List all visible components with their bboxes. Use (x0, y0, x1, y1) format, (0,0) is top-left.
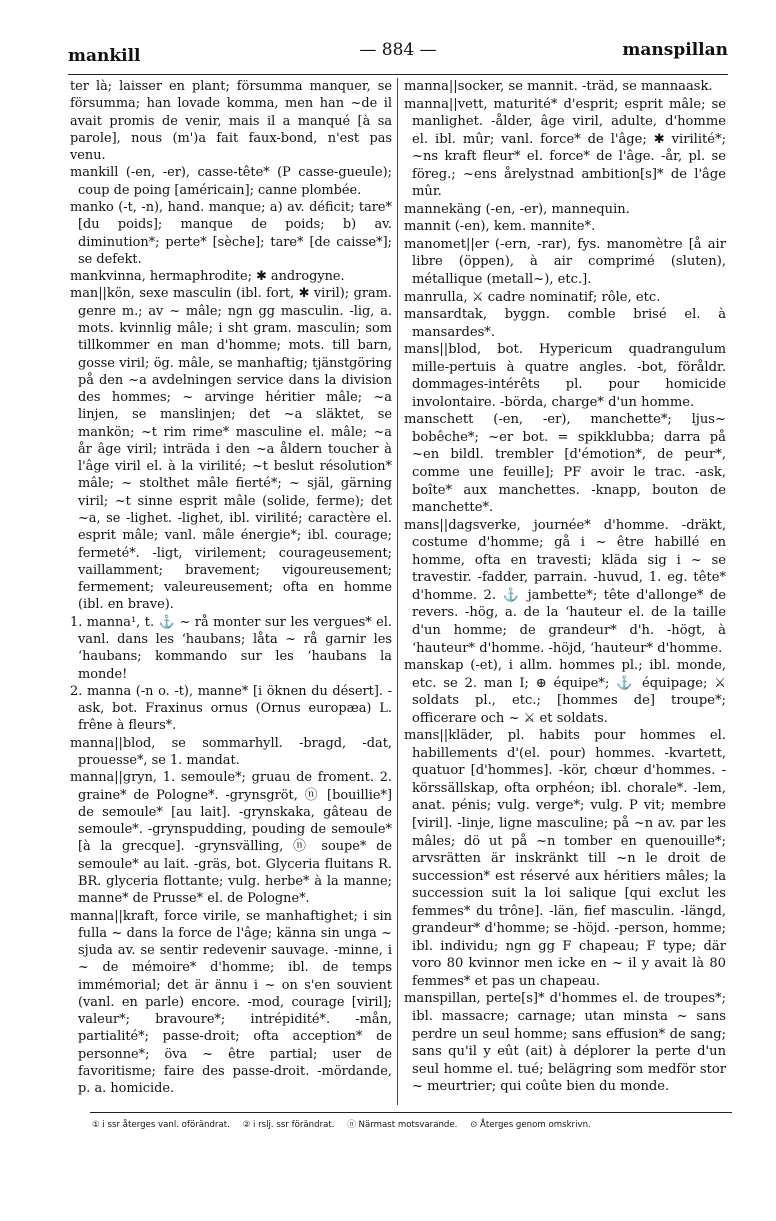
column-divider (397, 78, 398, 1105)
footer-rule (90, 1112, 732, 1113)
entry: mansardtak, byggn. comble brisé el. à mansardes*. (404, 307, 726, 340)
page-number: — 884 — (359, 40, 437, 60)
entry: manna||vett, maturité* d'esprit; esprit mâle; se manlighet. -ålder, âge viril, adulte, d'homme el. ibl. mûr; vanl. force* de l'âge; ✱ virilité*; ~ns kraft fleur* el. force* de l'âge. -år, pl. se föreg.; ~ens årelystnad ambition[s]* de l'âge mûr. (404, 96, 726, 200)
left-column (70, 78, 392, 1098)
entry: 1. manna¹, t. ⚓ ~ rå monter sur les vergues* el. vanl. dans les ʻhaubans; låta ~ rå garnir les ʻhaubans; kommando sur les ʻhaubans la monde! (70, 614, 392, 682)
entry: mankvinna, hermaphrodite; ✱ androgyne. (70, 269, 345, 285)
entry: manspillan, perte[s]* d'hommes el. de troupes*; ibl. massacre; carnage; utan minsta ~ sans perdre un seul homme; sans effusion* de sang; sans qu'il y eût (ait) à déplorer la perte d'un seul homme el. tué; belägring som medför stor ~ meurtrier; qui coûte bien du monde. (404, 991, 726, 1095)
page-header (68, 38, 728, 68)
entry: mans||blod, bot. Hypericum quadrangulum mille-pertuis à quatre angles. -bot, föråldr. dommages-intérêts pl. pour homicide involontaire. -börda, charge* d'un homme. (404, 342, 726, 410)
right-column (404, 78, 726, 1096)
entry: manna||kraft, force virile, se manhaftighet; i sin fulla ~ dans la force de l'âge; känna sin unga ~ sjuda av. se sentir redevenir sauvage. -minne, i ~ de mémoire* d'homme; ibl. de temps immémorial; det är ännu i ~ on s'en souvient (vanl. en parle) encore. -mod, courage [viril]; valeur*; bravoure*; intrépidité*. -mån, partialité*; passe-droit; ofta acception* de personne*; öva ~ être partial; user de favoritisme; faire des passe-droit. -mördande, p. a. homicide. (70, 908, 392, 1097)
entry: mans||kläder, pl. habits pour hommes el. habillements d'(el. pour) hommes. -kvartett, quatuor [d'hommes]. -kör, chœur d'hommes. -körssällskap, ofta orphéon; ibl. chorale*. -lem, anat. pénis; vulg. verge*; vulg. P vit; membre [viril]. -linje, ligne masculine; på ~n av. par les mâles; dö ut på ~n tomber en quenouille*; arvsrätten är inskränkt till ~n le droit de succession* est réservé aux héritiers mâles; la succession suit la loi salique [qui exclut les femmes* du trône]. -län, fief masculin. -längd, grandeur* d'homme; se -höjd. -person, homme; ibl. individu; ngn gg F chapeau; F type; där voro 80 kvinnor men icke en ~ il y avait là 80 femmes* et pas un chapeau. (404, 728, 726, 989)
entry: manna||blod, se sommarhyll. -bragd, -dat, prouesse*, se 1. mandat. (70, 735, 392, 768)
entry: mans||dagsverke, journée* d'homme. -dräkt, costume d'homme; gå i ~ être habillé en homme, ofta en travesti; kläda sig i ~ se travestir. -fadder, parrain. -huvud, 1. eg. tête* d'homme. 2. ⚓ jambette*; tête d'allonge* de revers. -hög, a. de la ʻhauteur el. de la taille d'un homme; de grandeur* d'h. -högt, à ʻhauteur* d'homme. -höjd, ʻhauteur* d'homme. (404, 517, 726, 656)
entry: manna||socker, se mannit. -träd, se mannaask. (404, 79, 713, 94)
entry: manrulla, ⚔ cadre nominatif; rôle, etc. (404, 289, 661, 305)
entry: ter là; laisser en plant; försumma manquer, se försumma; han lovade komma, men han ~de il avait promis de venir, mais il a manqué [à sa parole], nous (m')a fait faux-bond, n'est pas venu. (70, 79, 392, 164)
entry: mannit (-en), kem. mannite*. (404, 219, 596, 235)
footer-legend-item: ① i ssr återges vanl. oförändrat. (92, 1120, 230, 1130)
entry: man||kön, sexe masculin (ibl. fort, ✱ viril); gram. genre m.; av ~ mâle; ngn gg masculin. -lig, a. mots. kvinnlig mâle; i sht gram. masculin; som tillkommer en man d'homme; mots. till barn, gosse viril; ög. mâle, se manhaftig; tjänstgöring på den ~a avdelningen service dans la division des hommes; ~ arvinge héritier mâle; ~a linjen, se manslinjen; det ~a släktet, se mankön; ~t rim rime* masculine el. mâle; ~a år âge viril; inträda i den ~a åldern toucher à l'âge viril el. à la virilité; ~t beslut résolution* mâle; ~ stolthet mâle fierté*; ~ själ, gärning viril; ~t sinne esprit mâle (solide, ferme); det ~a, se -lighet. -lighet, ibl. virilité; caractère el. esprit mâle; vanl. mâle énergie*; ibl. courage; fermeté*. -ligt, virilement; courageusement; vaillamment; bravement; vigoureusement; fermement; valeureusement; ofta en homme (ibl. en brave). (70, 286, 392, 613)
entry: manomet||er (-ern, -rar), fys. manomètre [å air libre (öppen), à air comprimé (sluten), métallique (metall~), etc.]. (404, 236, 726, 288)
entry: manna||gryn, 1. semoule*; gruau de froment. 2. graine* de Pologne*. -grynsgröt, ⓝ [bouillie*] de semoule* [au lait]. -grynskaka, gâteau de semoule*. -grynspudding, pouding de semoule* [à la grecque]. -grynsvälling, ⓝ soupe* de semoule* au lait. -gräs, bot. Glyceria fluitans R. BR. glyceria flottante; vulg. herbe* à la manne; manne* de Prusse* el. de Pologne*. (70, 770, 392, 907)
entry: manko (-t, -n), hand. manque; a) av. déficit; tare* [du poids]; manque de poids; b) av. diminution*; perte* [sèche]; tare* [de caisse*]; se defekt. (70, 199, 392, 267)
symbol-legend-footer (92, 1118, 736, 1130)
entry: manskap (-et), i allm. hommes pl.; ibl. monde, etc. se 2. man I; ⊕ équipe*; ⚓ équipage; ⚔ soldats pl., etc.; [hommes de] troupe*; officerare och ~ ⚔ et soldats. (404, 658, 726, 726)
footer-legend-item: ② i rslj. ssr förändrat. (242, 1120, 335, 1130)
entry: mannekäng (-en, -er), mannequin. (404, 201, 630, 217)
footer-legend-item: ⊙ Återges genom omskrivn. (470, 1120, 591, 1130)
left-running-headword: mankill (68, 46, 141, 66)
entry: mankill (-en, -er), casse-tête* (P casse-gueule); coup de poing [américain]; canne plombée. (70, 165, 392, 198)
right-running-headword: manspillan (622, 40, 728, 60)
entry: manschett (-en, -er), manchette*; ljus~ bobêche*; ~er bot. = spikklubba; darra på ~en bildl. trembler [d'émotion*, de peur*, comme une feuille]; PF avoir le trac. -ask, boîte* aux manchettes. -knapp, bouton de manchette*. (404, 412, 726, 516)
entry: 2. manna (-n o. -t), manne* [i öknen du désert]. -ask, bot. Fraxinus ornus (Ornus europæa) L. frêne à fleurs*. (70, 683, 392, 734)
footer-legend-item: ⓝ Närmast motsvarande. (347, 1120, 458, 1130)
header-rule (68, 74, 728, 75)
